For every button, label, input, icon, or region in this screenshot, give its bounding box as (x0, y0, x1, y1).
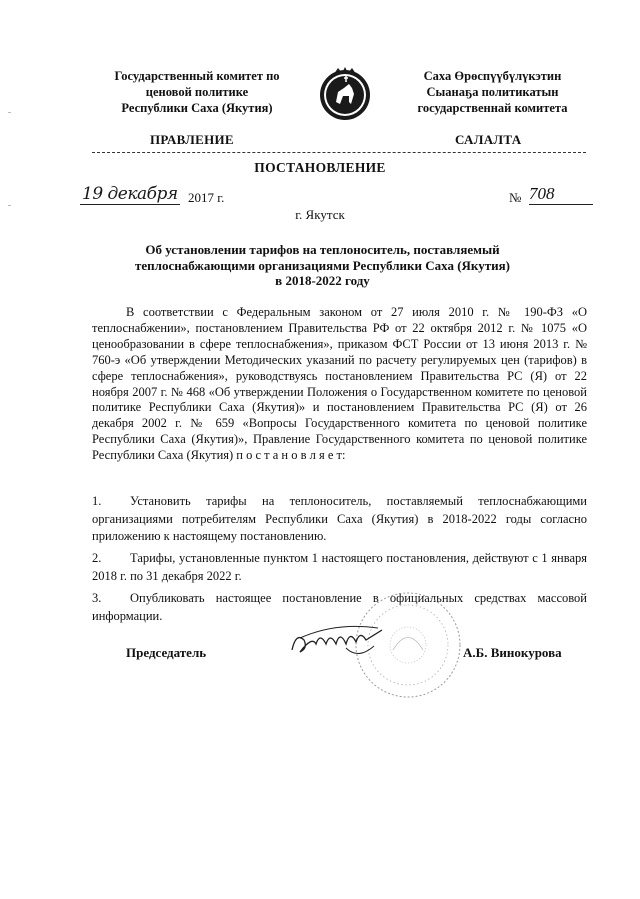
board-label-sakha: САЛАЛТА (455, 132, 522, 147)
committee-name-russian (82, 68, 312, 116)
sakha-republic-emblem-icon (316, 64, 374, 122)
title-line-1: Об установлении тарифов на теплоноситель, поставляемый (145, 242, 500, 257)
title-line-3: в 2018-2022 году (275, 273, 370, 288)
board-label-russian: ПРАВЛЕНИЕ (150, 132, 234, 147)
document-title (100, 242, 545, 289)
item-text: Опубликовать настоящее постановление в официальных средствах массовой информации. (92, 591, 587, 623)
document-type-heading: ПОСТАНОВЛЕНИЕ (254, 160, 386, 175)
handwritten-signature-icon (286, 618, 396, 668)
committee-name-line-3: Республики Саха (Якутия) (121, 101, 273, 115)
signer-role: Председатель (126, 645, 207, 660)
committee-name-line-1: Государственный комитет по (114, 69, 280, 83)
city-label: г. Якутск (295, 207, 345, 222)
committee-name-sakha-line-2: Сыанаҕа политикатын (426, 85, 559, 99)
preamble-paragraph: В соответствии с Федеральным законом от 27 июля 2010 г. № 190-ФЗ «О теплоснабжении», постановлением Правительства РФ от 22 октября 2012 г. № 1075 «О ценообразовании в сфере теплоснабжения», приказом ФСТ России от 13 июня 2013 г. № 760-э «Об утверждении Методических указаний по расчету регулируемых цен (тарифов) в сфере теплоснабжения», руководствуясь постановлением Правительства РС (Я) от 22 ноября 2007 г. № 468 «Об утверждении Положения о Государственном комитете по ценовой политике Республики Саха (Якутия)» и постановлением Правительства РС (Я) от 26 декабря 2002 г. № 659 «Вопросы Государственного комитета по ценовой политике Республики Саха (Якутия)», Правление Государственного комитета по ценовой политике Республики Саха (Якутия) п о с т а н о в л я е т: (92, 305, 587, 463)
committee-name-line-2: ценовой политике (145, 85, 249, 99)
resolution-item-1 (92, 493, 587, 546)
item-number: 3. (92, 591, 102, 605)
handwritten-number: 708 (529, 184, 593, 205)
item-number: 2. (92, 551, 102, 565)
item-text: Установить тарифы на теплоноситель, поставляемый теплоснабжающими организациями потребителям Республики Саха (Якутия) в 2018-2022 годы согласно приложению к настоящему постановлению. (92, 494, 587, 543)
committee-name-sakha-line-1: Саха Өрөспүүбүлүкэтин (423, 69, 562, 83)
scan-margin-mark (8, 205, 11, 206)
committee-name-sakha-line-3: государственнай комитета (417, 101, 568, 115)
scan-margin-mark (8, 112, 11, 113)
signer-name: А.Б. Винокурова (463, 645, 562, 660)
title-line-2: теплоснабжающими организациями Республики Саха (Якутия) (135, 257, 510, 273)
item-number: 1. (92, 494, 102, 508)
committee-name-sakha (390, 68, 595, 116)
resolution-item-2 (92, 550, 587, 585)
date-year: 2017 г. (188, 190, 225, 205)
header-divider (92, 152, 586, 153)
item-text: Тарифы, установленные пунктом 1 настоящего постановления, действуют с 1 января 2018 г. по 31 декабря 2022 г. (92, 551, 587, 583)
handwritten-date: 19 декабря (82, 184, 178, 204)
number-sign: № (509, 190, 522, 205)
